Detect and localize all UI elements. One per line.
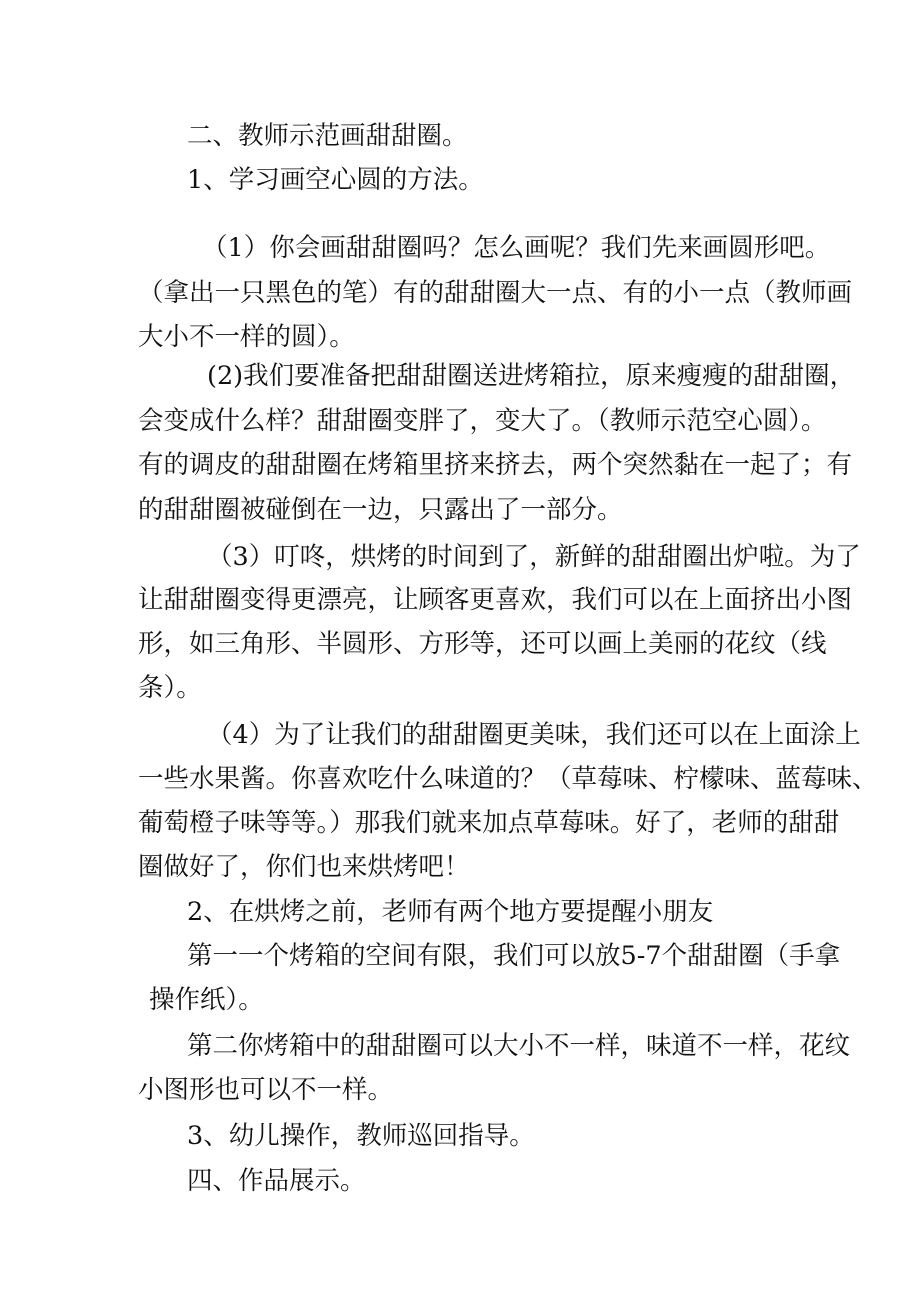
paragraph-line: 条）。 xyxy=(138,673,202,703)
subheading-reminder: 2、在烘烤之前，老师有两个地方要提醒小朋友 xyxy=(187,897,714,927)
paragraph-line: （拿出一只黑色的笔）有的甜甜圈大一点、有的小一点（教师画 xyxy=(138,278,853,308)
paragraph-line: （4）为了让我们的甜甜圈更美味，我们还可以在上面涂上 xyxy=(207,720,861,750)
heading-teacher-demo: 二、教师示范画甜甜圈。 xyxy=(187,121,468,151)
paragraph-line: 第一一个烤箱的空间有限，我们可以放5-7个甜甜圈（手拿 xyxy=(187,941,841,971)
heading-work-display: 四、作品展示。 xyxy=(187,1166,366,1196)
paragraph-line: 葡萄橙子味等等。）那我们就来加点草莓味。好了，老师的甜甜 xyxy=(138,808,840,838)
paragraph-line: 操作纸）。 xyxy=(149,985,264,1015)
paragraph-line: 有的调皮的甜甜圈在烤箱里挤来挤去，两个突然黏在一起了；有 xyxy=(138,450,853,480)
paragraph-line: 大小不一样的圆）。 xyxy=(138,322,355,352)
paragraph-line: （1）你会画甜甜圈吗？怎么画呢？我们先来画圆形吧。 xyxy=(202,233,831,263)
paragraph-line: 一些水果酱。你喜欢吃什么味道的？（草莓味、柠檬味、蓝莓味、 xyxy=(138,764,878,794)
paragraph-line: 形，如三角形、半圆形、方形等，还可以画上美丽的花纹（线 xyxy=(138,629,827,659)
paragraph-line: (2)我们要准备把甜甜圈送进烤箱拉，原来瘦瘦的甜甜圈， xyxy=(207,361,856,391)
paragraph-line: 会变成什么样？甜甜圈变胖了，变大了。（教师示范空心圆）。 xyxy=(138,406,827,436)
paragraph-line: （3）叮咚，烘烤的时间到了，新鲜的甜甜圈出炉啦。为了 xyxy=(207,542,861,572)
paragraph-line: 的甜甜圈被碰倒在一边，只露出了一部分。 xyxy=(138,495,623,525)
paragraph-line: 第二你烤箱中的甜甜圈可以大小不一样，味道不一样，花纹 xyxy=(187,1031,851,1061)
paragraph-line: 小图形也可以不一样。 xyxy=(138,1075,394,1105)
paragraph-line: 让甜甜圈变得更漂亮，让顾客更喜欢，我们可以在上面挤出小图 xyxy=(138,585,853,615)
subheading-hollow-circle: 1、学习画空心圆的方法。 xyxy=(187,165,484,195)
paragraph-line: 圈做好了，你们也来烘烤吧！ xyxy=(138,852,470,882)
subheading-child-practice: 3、幼儿操作，教师巡回指导。 xyxy=(187,1121,535,1151)
